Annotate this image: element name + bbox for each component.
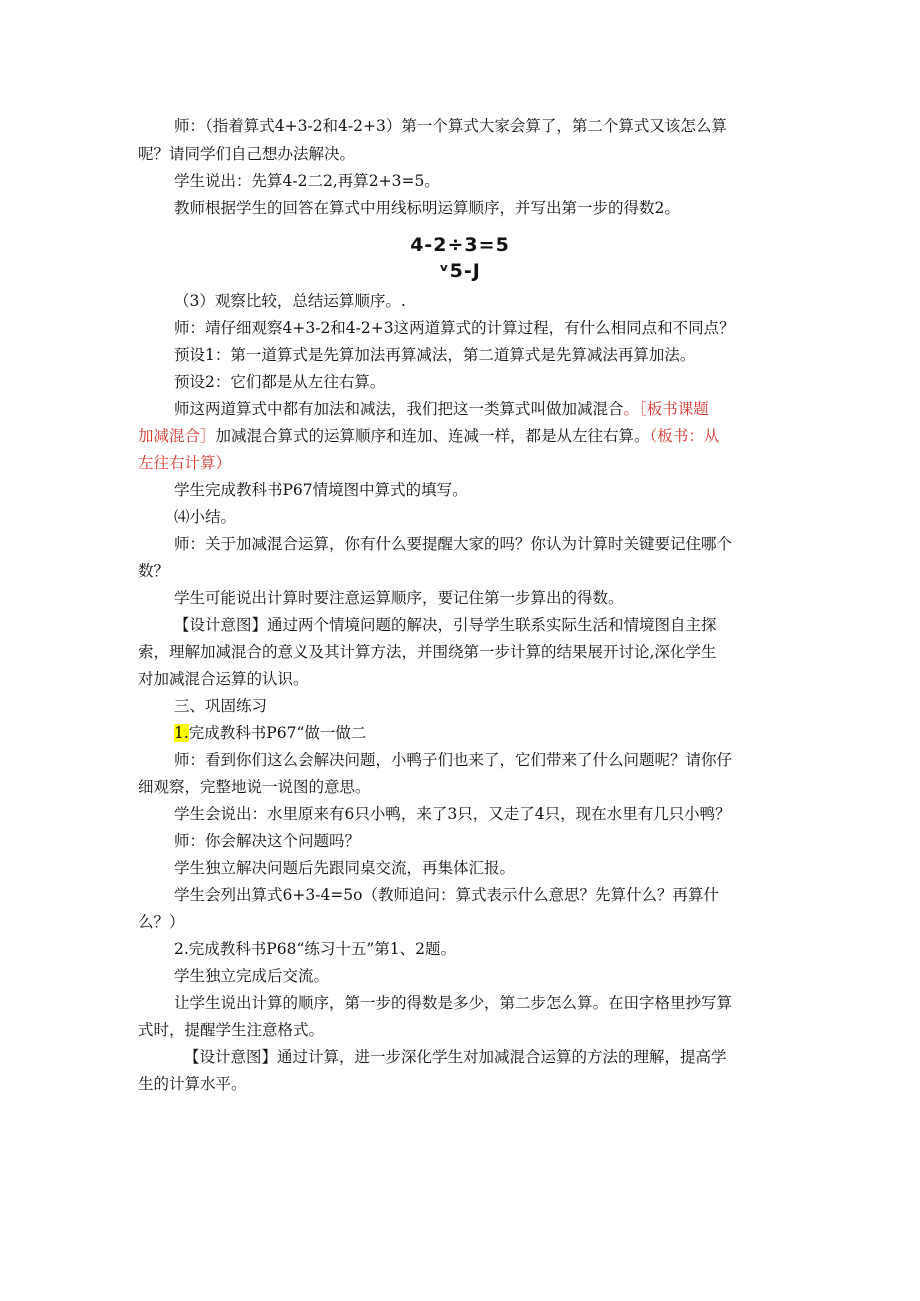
paragraph-line: 呢？请同学们自己想办法解决。 [138,145,356,163]
paragraph-line: 学生说出：先算4-2二2,再算2+3=5。 [174,172,440,190]
design-intent-line: 【设计意图】通过计算，进一步深化学生对加减混合运算的方法的理解，提高学 [184,1048,727,1066]
paragraph-line: 学生独立完成后交流。 [174,967,330,985]
blackboard-note: 加减混合］ [138,427,216,445]
blackboard-note: 。［板书课题 [623,400,709,418]
paragraph-line: 学生可能说出计算时要注意运算顺序，要记住第一步算出的得数。 [174,589,624,607]
paragraph-line [138,423,719,449]
paragraph-line: 师：看到你们这么会解决问题，小鸭子们也来了，它们带来了什么问题呢？请你仔 [174,751,733,769]
paragraph-line: 学生会列出算式6+3-4=5o（教师追问：算式表示什么意思？先算什么？再算什 [174,886,719,904]
design-intent-line: 生的计算水平。 [138,1075,247,1093]
design-intent-line: 对加减混合运算的认识。 [138,670,309,688]
paragraph-line: 预设2：它们都是从左往右算。 [174,373,386,391]
paragraph-line: 师：靖仔细观察4+3-2和4-2+3这两道算式的计算过程，有什么相同点和不同点？ [174,319,735,337]
teacher-text: 师这两道算式中都有加法和减法，我们把这一类算式叫做加减混合 [174,400,624,418]
paragraph-line: 师：关于加减混合运算，你有什么要提醒大家的吗？你认为计算时关键要记住哪个 [174,535,733,553]
design-intent-line: 索，理解加减混合的意义及其计算方法，并围绕第一步计算的结果展开讨论,深化学生 [138,643,717,661]
paragraph-line: 么？） [138,913,185,931]
paragraph-line: 师：（指着算式4+3-2和4-2+3）第一个算式大家会算了，第二个算式又该怎么算 [174,117,727,135]
exercise-text: 完成教科书P67“做一做二 [188,724,367,742]
paragraph-line: 学生会说出：水里原来有6只小鸭，来了3只，又走了4只，现在水里有几只小鸭？ [174,805,731,823]
blackboard-note: 左往右计算） [138,454,232,472]
design-intent-line: 【设计意图】通过两个情境问题的解决，引导学生联系实际生活和情境图自主探 [174,616,717,634]
paragraph-line: 教师根据学生的回答在算式中用线标明运算顺序，并写出第一步的得数2。 [174,199,680,217]
paragraph-line: 预设1：第一道算式是先算加法再算减法，第二道算式是先算减法再算加法。 [174,346,696,364]
paragraph-line [174,720,366,746]
paragraph-line: 让学生说出计算的顺序，第一步的得数是多少，第二步怎么算。在田字格里抄写算 [174,994,733,1012]
formula-line-2: ᵛ5-J [439,260,481,282]
paragraph-line: 细观察，完整地说一说图的意思。 [138,778,371,796]
teacher-text: 加减混合算式的运算顺序和连加、连减一样，都是从左往右算。 [215,427,650,445]
paragraph-line: 数？ [138,562,170,580]
formula-line-1: 4-2÷3=5 [410,234,510,256]
highlighted-number: 1. [174,724,189,742]
section-heading: ⑷小结。 [174,508,237,526]
paragraph-line: 师：你会解决这个问题吗？ [174,832,361,850]
paragraph-line: 学生独立解决问题后先跟同桌交流，再集体汇报。 [174,859,516,877]
blackboard-note: （板书：从 [649,427,720,445]
paragraph-line: 2.完成教科书P68“练习十五”第1、2题。 [174,940,457,958]
paragraph-line: 学生完成教科书P67情境图中算式的填写。 [174,481,468,499]
section-heading: 三、巩固练习 [174,697,268,715]
section-heading: （3）观察比较，总结运算顺序。. [174,292,406,310]
paragraph-line: 式时，提醒学生注意格式。 [138,1021,325,1039]
paragraph-line [174,396,709,422]
